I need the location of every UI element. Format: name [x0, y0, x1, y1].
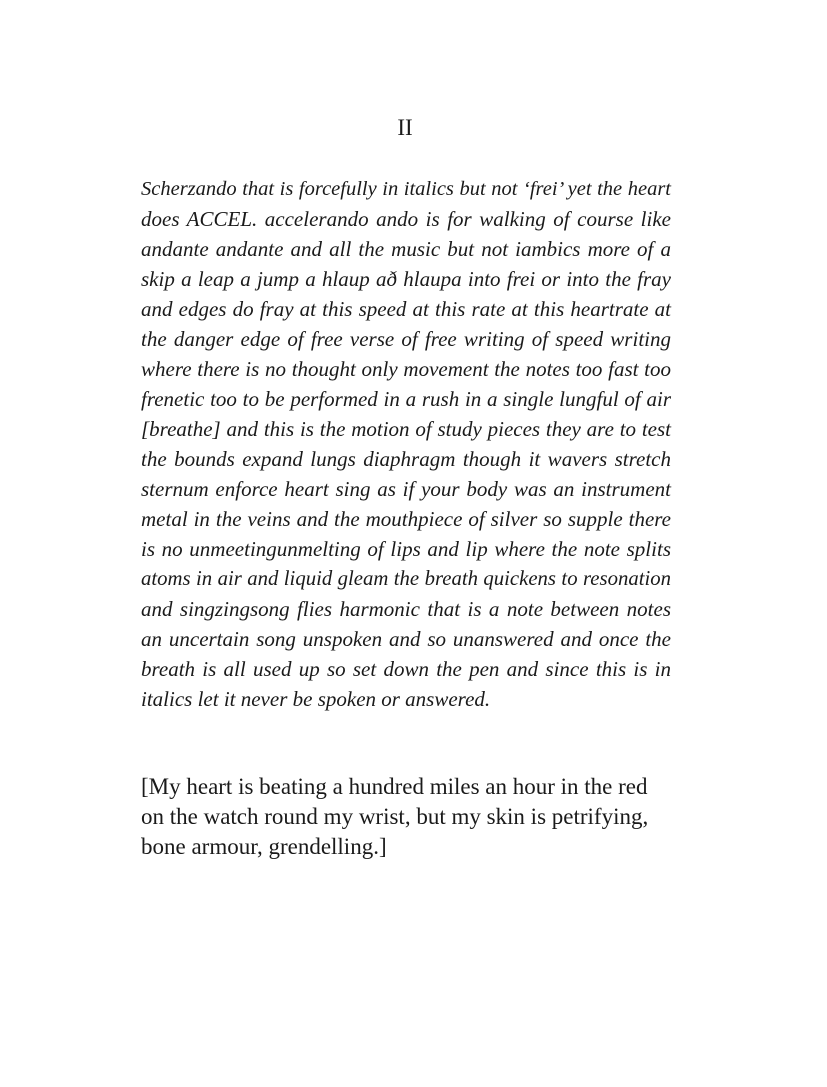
italic-line-12: metal in the veins and the mouthpiece of silver so supple there [141, 507, 671, 531]
italic-line-3: andante andante and all the music but not iambics more of a [141, 237, 671, 261]
italic-line-16: an uncertain song unspoken and so unanswered and once the [141, 627, 671, 651]
italic-line-17: breath is all used up so set down the pen and since this is in [141, 657, 671, 681]
italic-line-10: the bounds expand lungs diaphragm though it wavers stretch [141, 447, 671, 471]
italic-line-8: frenetic too to be performed in a rush in a single lungful of air [141, 387, 671, 411]
roman-line-3: bone armour, grendelling.] [141, 834, 387, 859]
italic-prose-passage [141, 174, 671, 714]
italic-line-6: the danger edge of free verse of free writing of speed writing [141, 327, 671, 351]
italic-line-15: and singzingsong flies harmonic that is a note between notes [141, 597, 671, 621]
italic-line-11: sternum enforce heart sing as if your body was an instrument [141, 477, 671, 501]
italic-line-5: and edges do fray at this speed at this rate at this heartrate at [141, 297, 671, 321]
section-numeral: II [397, 115, 413, 140]
bracketed-roman-passage [141, 772, 671, 862]
italic-line-7: where there is no thought only movement the notes too fast too [141, 357, 671, 381]
italic-line-18: italics let it never be spoken or answered. [141, 687, 491, 711]
roman-line-2: on the watch round my wrist, but my skin is petrifying, [141, 804, 649, 829]
italic-line-4: skip a leap a jump a hlaup að hlaupa into frei or into the fray [141, 267, 671, 291]
italic-line-1: Scherzando that is forcefully in italics but not ‘frei’ yet the heart [141, 178, 671, 200]
italic-line-2: does ACCEL. accelerando ando is for walking of course like [141, 207, 671, 231]
italic-line-13: is no unmeetingunmelting of lips and lip where the note splits [141, 537, 671, 561]
italic-line-14: atoms in air and liquid gleam the breath quickens to resonation [141, 568, 671, 590]
roman-line-1: [My heart is beating a hundred miles an hour in the red [141, 774, 648, 799]
italic-line-9: [breathe] and this is the motion of study pieces they are to test [141, 417, 671, 441]
